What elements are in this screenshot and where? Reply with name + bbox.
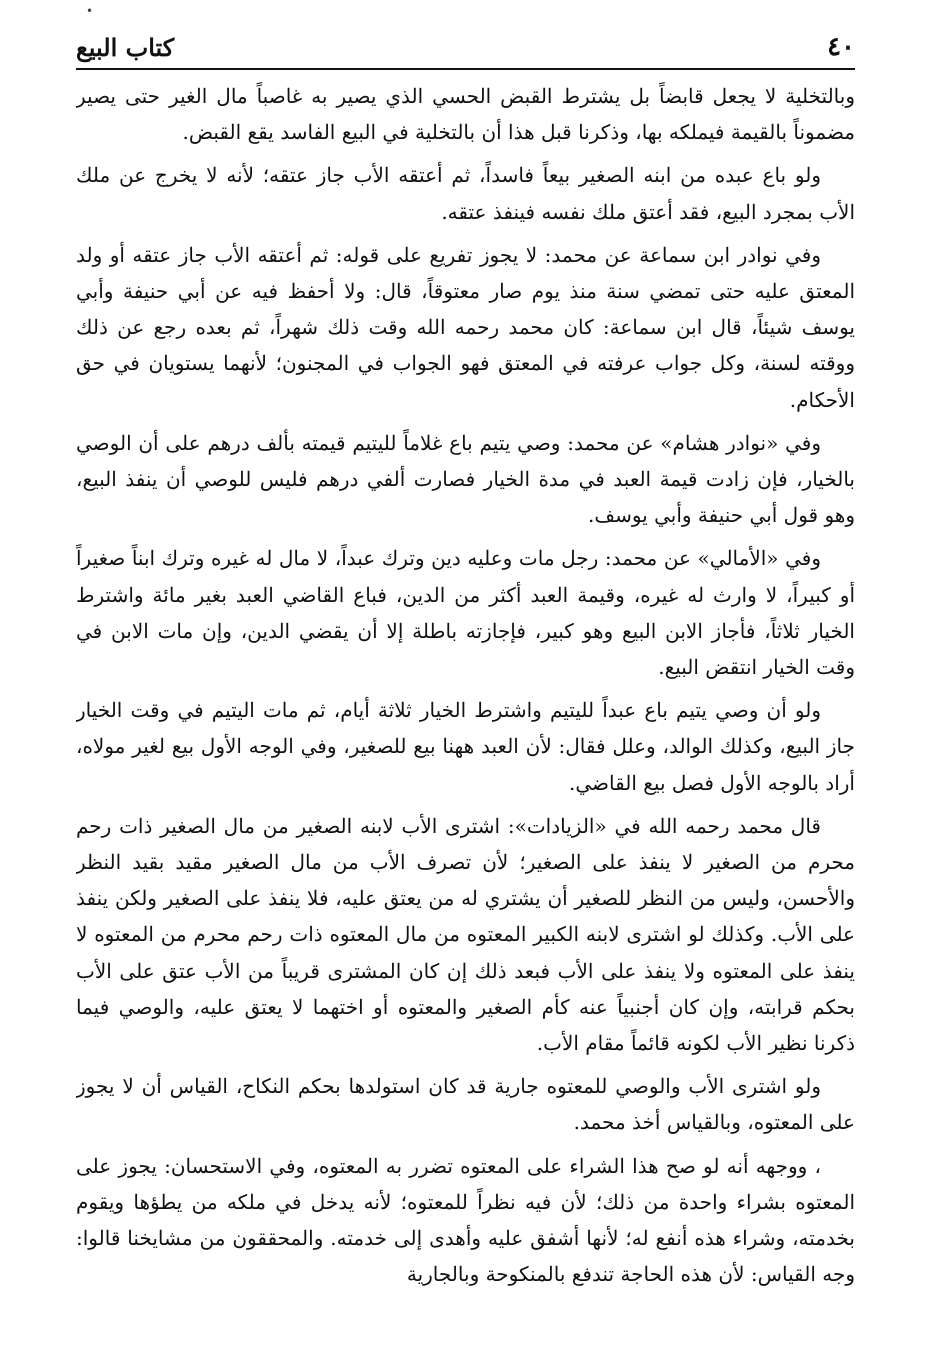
paragraph: ولو أن وصي يتيم باع عبداً لليتيم واشترط الخيار ثلاثة أيام، ثم مات اليتيم في وقت الخيار جاز البيع، وكذلك الوالد، وعلل فقال: لأن العبد ههنا بيع للصغير، وفي الوجه الأول بيع لغير مولاه، أراد بالوجه الأول فصل بيع القاضي.: [76, 698, 855, 795]
page-header: [76, 24, 855, 70]
paragraph: وفي نوادر ابن سماعة عن محمد: لا يجوز تفريع على قوله: ثم أعتقه الأب جاز عتقه أو ولد المعتق عليه حتى تمضي سنة منذ يوم صار معتوقاً، قال: ولا أحفظ فيه عن أبي حنيفة وأبي يوسف شيئاً، قال ابن سماعة: كان محمد رحمه الله وقت ذلك شهراً، ثم بعده رجع عن ذلك ووقته لسنة، وكل جواب عرفته في المعتق فهو الجواب في المجنون؛ لأنهما يستويان في حق الأحكام.: [76, 242, 855, 412]
paragraph: ، ووجهه أنه لو صح هذا الشراء على المعتوه تضرر به المعتوه، وفي الاستحسان: يجوز على المعتوه بشراء واحدة من ذلك؛ لأن فيه نظراً للمعتوه؛ لأنه يدخل في ملكه من يطؤها ويقوم بخدمته، وشراء هذه أنفع له؛ لأنها أشفق عليه وأهدى إلى خدمته. والمحققون من مشايخنا قالوا: وجه القياس: لأن هذه الحاجة تندفع بالمنكوحة وبالجارية: [76, 1153, 855, 1287]
page-number: ٤٠: [827, 32, 855, 62]
corner-mark: •: [86, 4, 94, 18]
paragraph: وفي «الأمالي» عن محمد: رجل مات وعليه دين وترك عبداً، لا مال له غيره وترك ابناً صغيراً أو كبيراً، لا وارث له غيره، وقيمة العبد أكثر من الدين، فباع القاضي العبد بغير مائة واشترط الخيار ثلاثاً، فأجاز الابن البيع وهو كبير، فإجازته باطلة إلا أن يقضي الدين، وإن مات الابن في وقت الخيار انتقض البيع.: [76, 546, 855, 680]
page-body: [76, 78, 855, 1341]
paragraph: قال محمد رحمه الله في «الزيادات»: اشترى الأب لابنه الصغير من مال الصغير ذات رحم محرم من الصغير لا ينفذ على الصغير؛ لأن تصرف الأب من مال الصغير مقيد بقيد النظر والأحسن، وليس من النظر للصغير أن يشتري له من يعتق عليه، فلا ينفذ على الصغير ولكن ينفذ على الأب. وكذلك لو اشترى لابنه الكبير المعتوه من مال المعتوه ذات رحم محرم من المعتوه لا ينفذ على المعتوه ولا ينفذ على الأب فبعد ذلك إن كان المشترى قريباً من الأب عتق على الأب بحكم قرابته، وإن كان أجنبياً عنه كأم الصغير والمعتوه أو اختهما لا يعتق عليه، والوصي فيما ذكرنا نظير الأب لكونه قائماً مقام الأب.: [76, 813, 855, 1056]
paragraph: ولو اشترى الأب والوصي للمعتوه جارية قد كان استولدها بحكم النكاح، القياس أن لا يجوز على المعتوه، وبالقياس أخذ محمد.: [76, 1074, 855, 1135]
paragraph: وبالتخلية لا يجعل قابضاً بل يشترط القبض الحسي الذي يصير به غاصباً مال الغير حتى يصير مضموناً بالقيمة فيملكه بها، وذكرنا قبل هذا أن بالتخلية في البيع الفاسد يقع القبض.: [76, 84, 855, 145]
running-title: كتاب البيع: [76, 33, 175, 62]
paragraph: ولو باع عبده من ابنه الصغير بيعاً فاسداً، ثم أعتقه الأب جاز عتقه؛ لأنه لا يخرج عن ملك الأب بمجرد البيع، فقد أعتق ملك نفسه فينفذ عتقه.: [76, 163, 855, 224]
paragraph: وفي «نوادر هشام» عن محمد: وصي يتيم باع غلاماً لليتيم قيمته بألف درهم على أن الوصي بالخيار، فإن زادت قيمة العبد في مدة الخيار فصارت ألفي درهم فليس للوصي أن ينفذ البيع، وهو قول أبي حنيفة وأبي يوسف.: [76, 430, 855, 528]
